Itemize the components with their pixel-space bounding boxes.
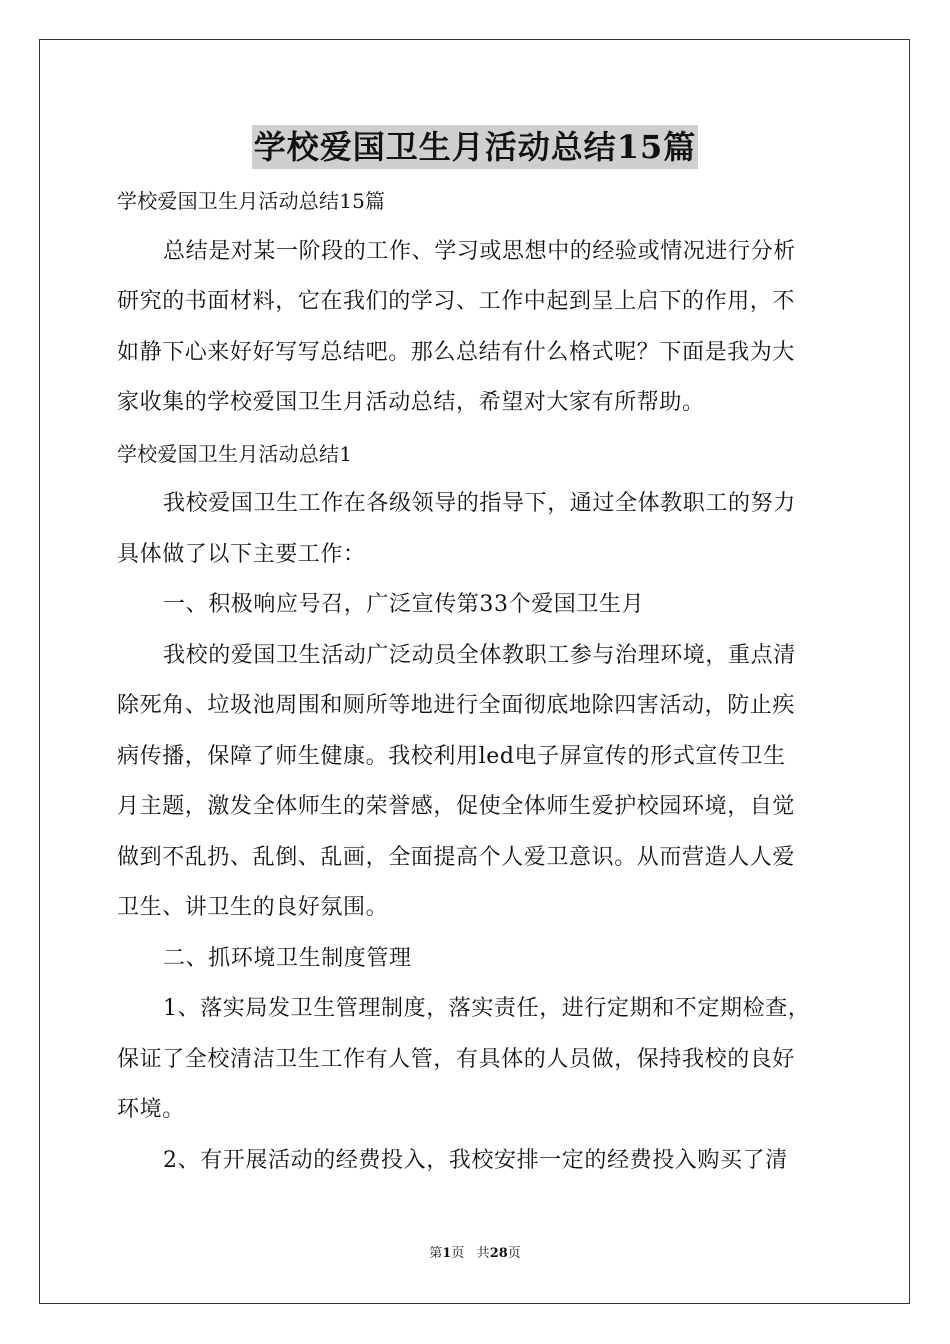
- title-container: [0, 125, 950, 169]
- total-prefix: 共: [476, 1246, 490, 1261]
- text-line: 家收集的学校爱国卫生月活动总结，希望对大家有所帮助。: [117, 390, 705, 415]
- text-line: 一、积极响应号召，广泛宣传第33个爱国卫生月: [163, 592, 645, 617]
- text-line: 我校爱国卫生工作在各级领导的指导下，通过全体教职工的努力: [163, 491, 796, 516]
- document-body: [117, 176, 837, 1186]
- document-title: 学校爱国卫生月活动总结15篇: [252, 125, 699, 169]
- text-line: 学校爱国卫生月活动总结1: [117, 441, 353, 466]
- total-suffix: 页: [507, 1246, 521, 1261]
- text-line: 总结是对某一阶段的工作、学习或思想中的经验或情况进行分析: [163, 238, 796, 264]
- page-suffix: 页: [451, 1246, 465, 1261]
- total-pages: 28: [489, 1246, 508, 1261]
- text-line: 环境。: [117, 1097, 185, 1122]
- page-footer: [0, 1244, 950, 1264]
- page-number: 1: [442, 1246, 452, 1261]
- text-line: 研究的书面材料，它在我们的学习、工作中起到呈上启下的作用，不: [117, 289, 796, 314]
- text-line: 月主题，激发全体师生的荣誉感，促使全体师生爱护校园环境，自觉: [117, 794, 796, 819]
- text-line: 除死角、垃圾池周围和厕所等地进行全面彻底地除四害活动，防止疾: [117, 693, 796, 718]
- text-line: 2、有开展活动的经费投入，我校安排一定的经费投入购买了清: [163, 1147, 788, 1173]
- text-line: 保证了全校清洁卫生工作有人管，有具体的人员做，保持我校的良好: [117, 1046, 796, 1072]
- text-line: 病传播，保障了师生健康。我校利用led电子屏宣传的形式宣传卫生: [117, 743, 786, 769]
- text-line: 学校爱国卫生月活动总结15篇: [117, 189, 386, 213]
- text-line: 我校的爱国卫生活动广泛动员全体教职工参与治理环境，重点清: [163, 642, 796, 668]
- text-line: 做到不乱扔、乱倒、乱画，全面提高个人爱卫意识。从而营造人人爱: [117, 844, 796, 870]
- page-prefix: 第: [429, 1246, 443, 1261]
- text-line: 具体做了以下主要工作：: [117, 541, 366, 567]
- text-line: 卫生、讲卫生的良好氛围。: [117, 895, 389, 920]
- text-line: 1、落实局发卫生管理制度，落实责任，进行定期和不定期检查，: [163, 996, 811, 1021]
- text-line: 如静下心来好好写写总结吧。那么总结有什么格式呢？下面是我为大: [117, 339, 796, 365]
- text-line: 二、抓环境卫生制度管理: [163, 945, 412, 971]
